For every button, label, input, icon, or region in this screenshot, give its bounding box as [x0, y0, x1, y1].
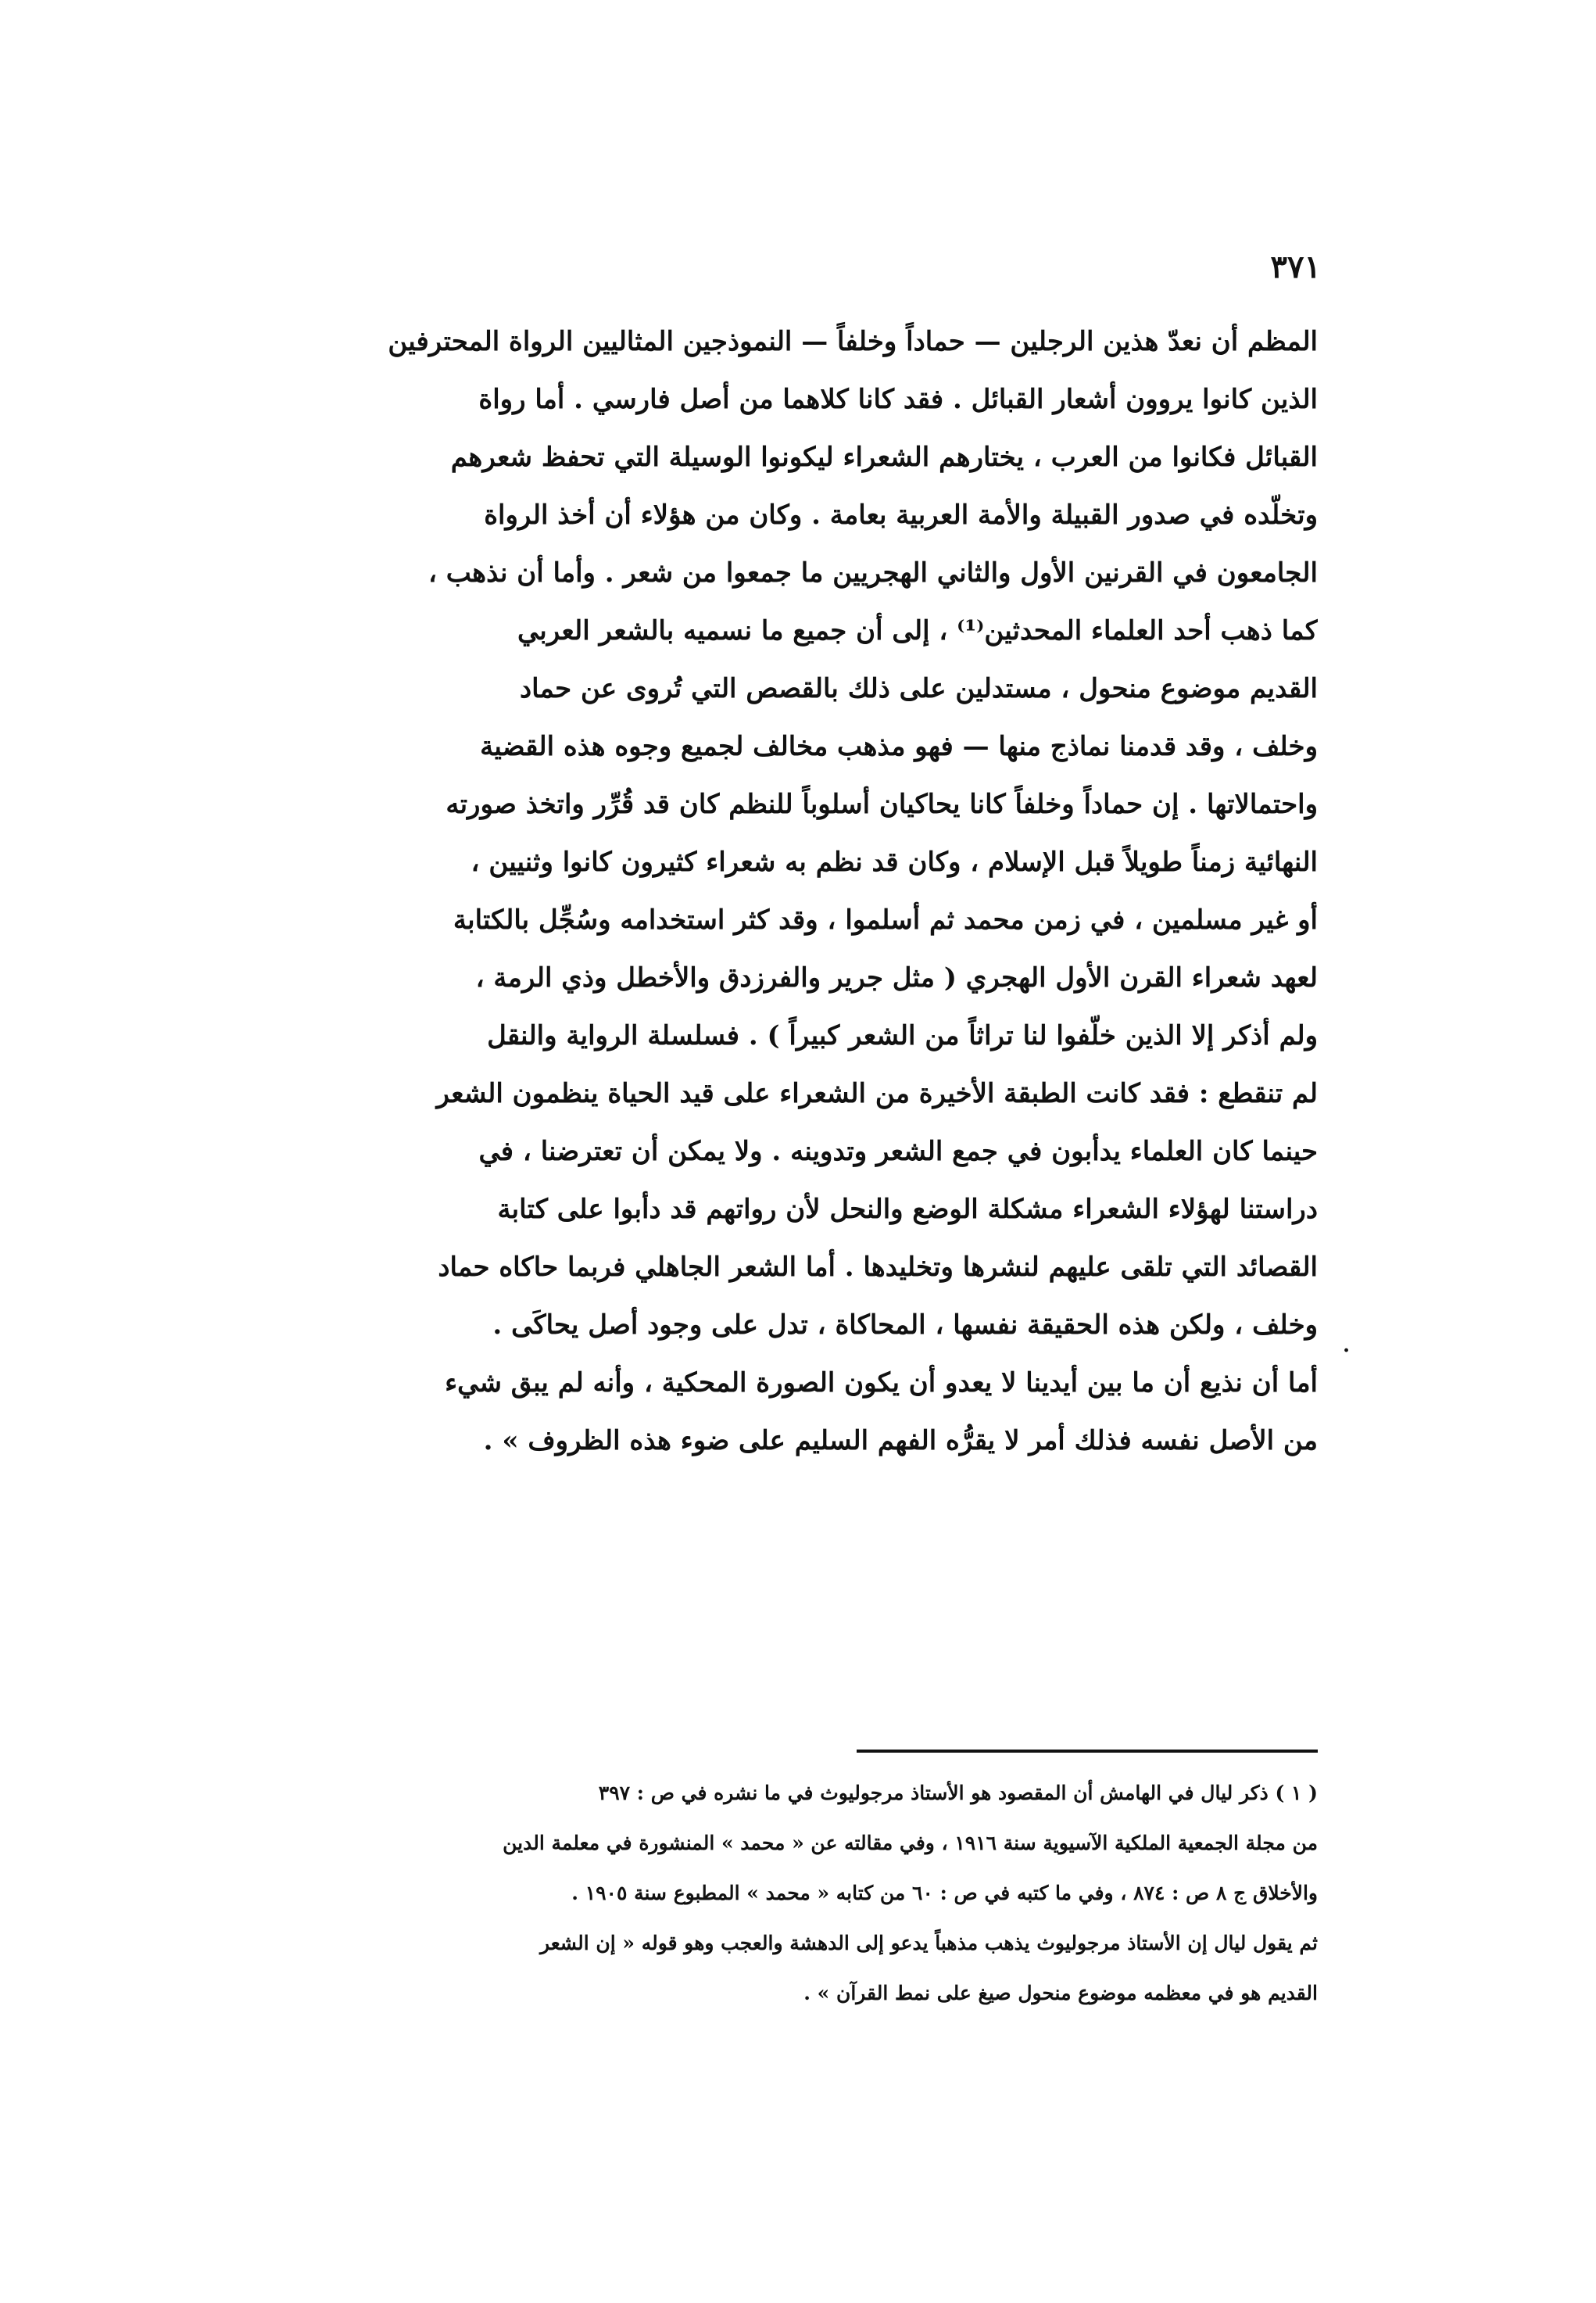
- body-line: القبائل فكانوا من العرب ، يختارهم الشعراء ليكونوا الوسيلة التي تحفظ شعرهم: [450, 442, 1318, 473]
- body-line: أو غير مسلمين ، في زمن محمد ثم أسلموا ، وقد كثر استخدامه وسُجِّل بالكتابة: [453, 904, 1318, 936]
- footnotes: [278, 1768, 1318, 2018]
- body-line: وتخلّده في صدور القبيلة والأمة العربية بعامة . وكان من هؤلاء أن أخذ الرواة: [484, 500, 1318, 531]
- page-number: ٣٧١: [1270, 249, 1321, 285]
- footnote-line: والأخلاق ج ٨ ص : ٨٧٤ ، وفي ما كتبه في ص : ٦٠ من كتابه « محمد » المطبوع سنة ١٩٠٥ .: [571, 1882, 1318, 1904]
- stray-mark: .: [1343, 1334, 1351, 1357]
- body-line: أما أن نذيع أن ما بين أيدينا لا يعدو أن يكون الصورة المحكية ، وأنه لم يبق شيء: [445, 1367, 1318, 1399]
- body-line: من الأصل نفسه فذلك أمر لا يقرُّه الفهم السليم على ضوء هذه الظروف » .: [483, 1425, 1318, 1456]
- body-line: الذين كانوا يروون أشعار القبائل . فقد كانا كلاهما من أصل فارسي . أما رواة: [478, 384, 1318, 415]
- body-line: حينما كان العلماء يدأبون في جمع الشعر وتدوينه . ولا يمكن أن تعترضنا ، في: [478, 1136, 1318, 1167]
- body-line: واحتمالاتها . إن حماداً وخلفاً كانا يحاكيان أسلوباً للنظم كان قد قُرِّر واتخذ صورته: [446, 789, 1318, 820]
- body-line: ولم أذكر إلا الذين خلّفوا لنا تراثاً من الشعر كبيراً ) . فسلسلة الرواية والنقل: [487, 1020, 1318, 1051]
- body-line: القديم موضوع منحول ، مستدلين على ذلك بالقصص التي تُروى عن حماد: [519, 673, 1318, 704]
- body-line: لم تنقطع : فقد كانت الطبقة الأخيرة من الشعراء على قيد الحياة ينظمون الشعر: [436, 1078, 1318, 1109]
- body-line: المظم أن نعدّ هذين الرجلين — حماداً وخلفاً — النموذجين المثاليين الرواة المحترفين: [388, 326, 1318, 357]
- footnote-line: ثم يقول ليال إن الأستاذ مرجوليوث يذهب مذهباً يدعو إلى الدهشة والعجب وهو قوله « إن الشعر: [539, 1932, 1318, 1954]
- body-line: كما ذهب أحد العلماء المحدثين⁽¹⁾ ، إلى أن جميع ما نسميه بالشعر العربي: [517, 615, 1318, 646]
- body-line: النهائية زمناً طويلاً قبل الإسلام ، وكان قد نظم به شعراء كثيرون كانوا وثنيين ،: [471, 847, 1318, 878]
- footnote-line: من مجلة الجمعية الملكية الآسيوية سنة ١٩١٦ ، وفي مقالته عن « محمد » المنشورة في معلمة الدين: [503, 1832, 1318, 1854]
- footnote-divider: [857, 1750, 1318, 1753]
- footnote-line: القديم هو في معظمه موضوع منحول صيغ على نمط القرآن » .: [803, 1982, 1318, 2004]
- body-line: القصائد التي تلقى عليهم لنشرها وتخليدها . أما الشعر الجاهلي فربما حاكاه حماد: [438, 1252, 1318, 1283]
- body-line: وخلف ، ولكن هذه الحقيقة نفسها ، المحاكاة ، تدل على وجود أصل يحاكَى .: [492, 1309, 1318, 1341]
- body-text: [278, 313, 1318, 1470]
- body-line: لعهد شعراء القرن الأول الهجري ( مثل جرير والفرزدق والأخطل وذي الرمة ،: [475, 962, 1318, 994]
- body-line: وخلف ، وقد قدمنا نماذج منها — فهو مذهب مخالف لجميع وجوه هذه القضية: [480, 731, 1318, 762]
- body-line: دراستنا لهؤلاء الشعراء مشكلة الوضع والنحل لأن رواتهم قد دأبوا على كتابة: [497, 1194, 1318, 1225]
- footnote-line: ( ١ ) ذكر ليال في الهامش أن المقصود هو الأستاذ مرجوليوث في ما نشره في ص : ٣٩٧: [598, 1782, 1318, 1804]
- body-line: الجامعون في القرنين الأول والثاني الهجريين ما جمعوا من شعر . وأما أن نذهب ،: [428, 557, 1318, 589]
